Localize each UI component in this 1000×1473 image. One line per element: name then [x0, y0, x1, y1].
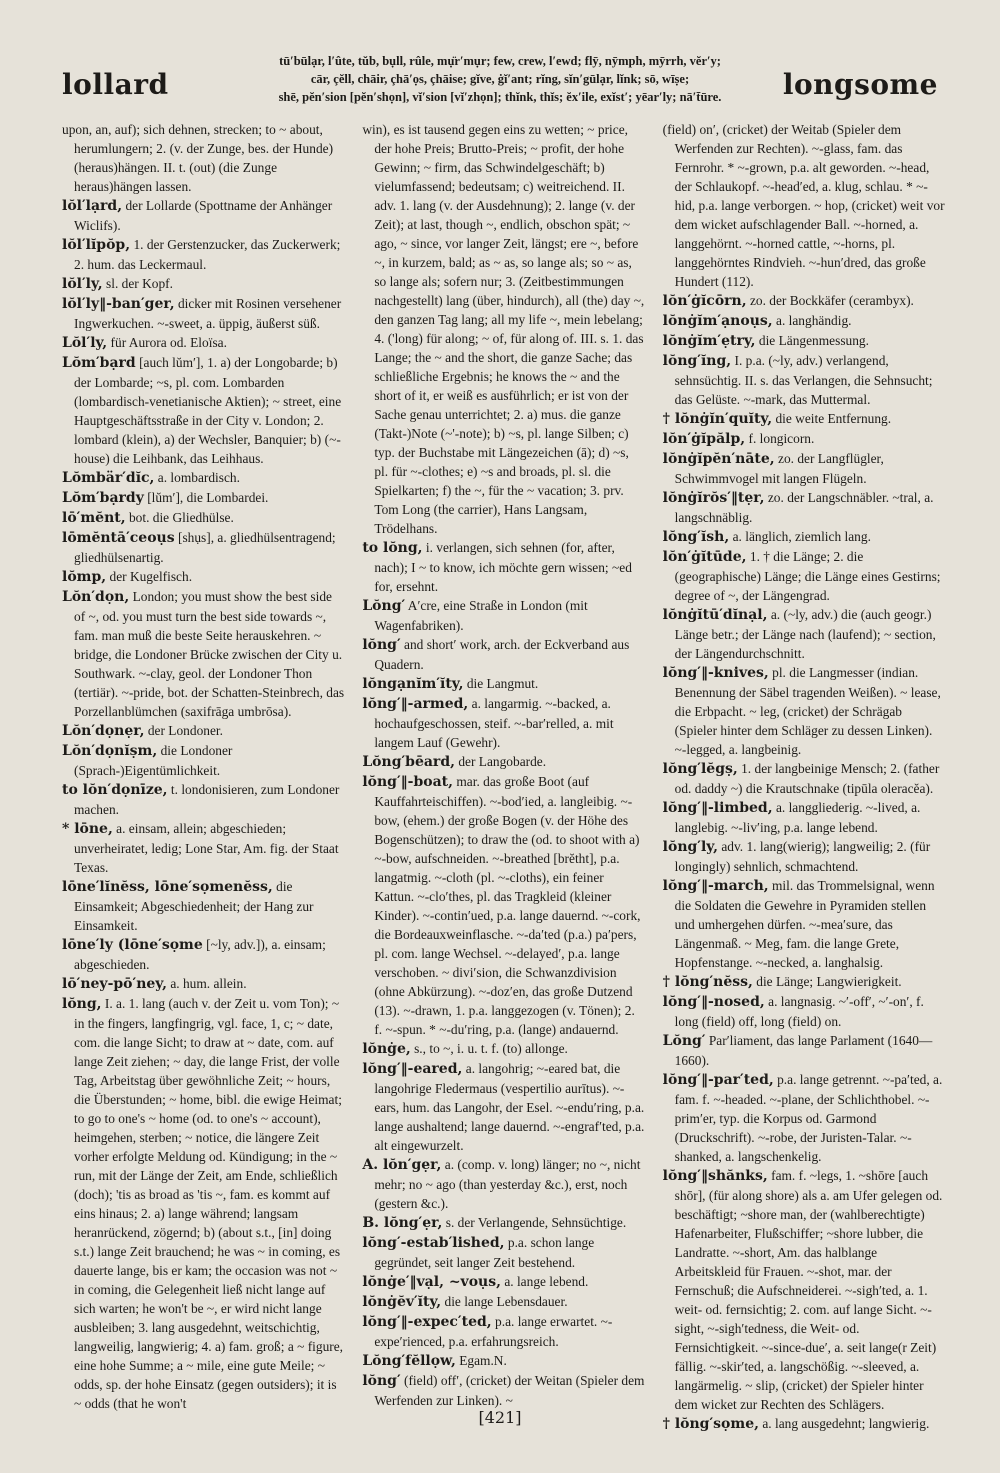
entry-headword: lŏn′ġĭpălp,: [662, 431, 746, 447]
entry-definition: bot. die Gliedhülse.: [128, 510, 234, 525]
entry-headword: lŏng′‖-eared,: [362, 1061, 463, 1077]
dictionary-entry: [62, 567, 344, 587]
entry-headword: lŏnġĭrŏs′‖tẹr,: [662, 490, 765, 506]
dictionary-entry: [663, 798, 945, 837]
entry-headword: to lŏng,: [362, 540, 423, 556]
page-header: [62, 52, 938, 116]
entry-definition: a. länglich, ziemlich lang.: [732, 529, 871, 544]
dictionary-entry: [663, 1070, 945, 1166]
dictionary-entry: [62, 819, 344, 877]
entry-definition: der Londoner.: [147, 723, 223, 738]
entry-definition: A′cre, eine Straße in London (mit Wagenfabriken).: [374, 598, 588, 633]
dictionary-entry: [663, 449, 945, 488]
entry-definition: f. longicorn.: [748, 431, 815, 446]
entry-definition: mil. das Trommelsignal, wenn die Soldaten die Gewehre in Pyramiden stellen und umhergehen dürfen. ~-mea′sure, das Längenmaß. ~ Meg, fam. die lange Grete, Hopfenstange. ~-necked, a. langhalsig.: [674, 878, 935, 970]
dictionary-entry: [663, 291, 945, 311]
entry-definition: [lŭm′], die Lombardei.: [147, 490, 269, 505]
entry-headword: A. lŏn′gẹr,: [362, 1157, 442, 1173]
entry-headword: Lŏl′ly,: [62, 335, 108, 351]
dictionary-entry: [663, 876, 945, 972]
key-line: cār, çĕll, chāir, çhā′ọs, çhāise; gĭve, ġĭ′ant; rĭng, sĭn′gūlạr, lĭnk; sō, wīṣe;: [310, 72, 690, 86]
dictionary-entry: [362, 1371, 644, 1410]
dictionary-entry: [362, 694, 644, 752]
entry-definition: win), es ist tausend gegen eins zu wetten; ~ price, der hohe Preis; Brutto-Preis; ~ profit, der hohe Gewinn; ~ firm, das Schwindelgeschäft; b) vielumfassend; bedeutsam; c) weitreichend. II. adv. 1. lang (v. der Ausdehnung); 2. lange (v. der Zeit); at last, though ~, endlich, obschon spät; ~ ago, ~ since, vor langer Zeit, längst; ere ~, before ~, in kurzem, bald; as ~ as, so lange als; so ~ as, so lange als; sofern nur; 3. (Zeitbestimmungen nachgestellt) lang (über, hindurch), all (the) day ~, den ganzen Tag lang; all my life ~, mein lebelang; 4. ('long) für along; ~ of, für along of. III. s. 1. das Lange; the ~ and the short, die ganze Sache; das schließliche Ergebnis; he knows the ~ and the short of it, er weiß es ausführlich; er ist von der Sache genau unterrichtet; 2. a) mus. die ganze (Takt-)Note (~'-note); b) ~s, pl. lange Silben; c) typ. der Buchstabe mit Längezeichen (ā); d) ~s, pl. für ~-clothes; e) ~s and broads, pl. sl. die Spielkarten; f) the ~, für the ~ vacation; 3. prv. Tom Long (the carrier), Hans Langsam, Trödelhans.: [362, 122, 645, 536]
entry-headword: lŏng′‖shănks,: [662, 1168, 768, 1184]
entry-definition: s., to ~, i. u. t. f. (to) allonge.: [414, 1041, 568, 1056]
entry-definition: der Kugelfisch.: [109, 569, 193, 584]
entry-headword: lŏnġĭm′ẹtry,: [662, 333, 756, 349]
dictionary-entry: [362, 1155, 644, 1213]
dictionary-entry: [62, 353, 344, 468]
entry-definition: der Lollarde (Spottname der Anhänger Wiclifs).: [74, 198, 333, 233]
entry-headword: to lŏn′dọnīze,: [62, 782, 168, 798]
entry-headword: Lŏmbär′dĭc,: [62, 470, 155, 486]
entry-definition: die Langmut.: [466, 676, 539, 691]
entry-definition: t. londonisieren, zum Londoner machen.: [74, 782, 340, 817]
entry-headword: lŏng′lĕgṣ,: [662, 761, 738, 777]
dictionary-entry: [663, 409, 945, 429]
entry-definition: s. der Verlangende, Sehnsüchtige.: [445, 1215, 627, 1230]
dictionary-entry: [362, 1233, 644, 1272]
dictionary-entry: [663, 1166, 945, 1414]
dictionary-entry: [62, 274, 344, 294]
entry-definition: Par′liament, das lange Parlament (1640—1660).: [674, 1033, 933, 1068]
entry-headword: lŏn′ġĭtūde,: [662, 549, 747, 565]
entry-headword: lŏng′ĭsh,: [662, 529, 730, 545]
entry-definition: (field) off′, (cricket) der Weitan (Spieler dem Werfenden zur Linken). ~: [374, 1373, 645, 1408]
key-line: tū′būlạr, l′ûte, tŭb, bụll, rûle, mụ̈r′mụr; few, crew, l′ewd; flȳ, nȳmph, mȳrrh, vĕr′y;: [279, 54, 721, 68]
entry-headword: lŏng′‖-march,: [662, 878, 769, 894]
entry-headword: † lŏng′sọme,: [662, 1416, 759, 1432]
entry-headword: lŏl′lĭpŏp,: [62, 237, 131, 253]
dictionary-entry: [663, 992, 945, 1031]
entry-headword: Lŏm′bạrd: [62, 355, 136, 371]
dictionary-entry: [663, 663, 945, 759]
entry-headword: lŏng′‖-knives,: [662, 665, 769, 681]
entry-headword: lŏng′: [362, 1373, 401, 1389]
dictionary-entry: [362, 635, 644, 674]
entry-definition: London; you must show the best side of ~, od. you must turn the best side towards ~, fam. man muß die beste Seite herauskehren. ~ bridge, die Londoner Brücke zwischen der City u. Southwark. ~-clay, geol. der Londoner Thon (tertiär). ~-pride, bot. der Schatten-Steinbrech, das Porzellanblümchen (saxifrāga umbrōsa).: [74, 589, 345, 719]
entry-definition: p.a. lange erwartet. ~-expe′rienced, p.a. erfahrungsreich.: [374, 1314, 613, 1349]
entry-headword: lŏmp,: [62, 569, 107, 585]
entry-headword: lŏnġĭtū′dĭnạl,: [662, 607, 768, 623]
entry-definition: a. lombardisch.: [157, 470, 240, 485]
dictionary-entry: [62, 741, 344, 780]
dictionary-entry: [62, 333, 344, 353]
dictionary-entry: [62, 196, 344, 235]
entry-headword: lōne′ly (lōne′sọme: [62, 937, 203, 953]
entry-headword: lōne′lĭnĕss, lōne′sọmenĕss,: [62, 879, 273, 895]
entry-headword: Lŏm′bạrdy: [62, 490, 144, 506]
dictionary-entry: [663, 488, 945, 527]
dictionary-entry: [663, 527, 945, 547]
entry-definition: die lange Lebensdauer.: [444, 1294, 568, 1309]
dictionary-entry: [362, 1351, 644, 1371]
dictionary-entry: [62, 935, 344, 974]
entry-definition: 1. † die Länge; 2. die (geographische) Länge; die Länge eines Gestirns; degree of ~, der Längengrad.: [674, 549, 941, 603]
entry-headword: Lŏn′dọnẹr,: [62, 723, 145, 739]
dictionary-entry: [362, 772, 644, 1039]
dictionary-entry: [62, 468, 344, 488]
entry-headword: Lŏng′: [362, 598, 406, 614]
dictionary-entry: [62, 508, 344, 528]
entry-headword: lŏng′‖-boat,: [362, 774, 453, 790]
key-line: shē, pĕn′sion [pĕn′shọn], vĭ′sion [vĭ′zhọn]; thĭnk, thĭs; ĕx′ile, exĭst′; yēar′ly; nā′t̄ūre.: [278, 90, 722, 104]
dictionary-entry: [362, 1213, 644, 1233]
entry-definition: upon, an, auf); sich dehnen, strecken; to ~ about, herumlungern; 2. (v. der Zunge, bes. der Hunde) (heraus)hängen. II. t. (out) (die Zunge heraus)hängen lassen.: [62, 122, 334, 194]
entry-headword: lŏng′ĭng,: [662, 353, 732, 369]
column-1: [62, 120, 345, 1411]
dictionary-entry: [362, 1312, 644, 1351]
entry-headword: Lŏng′bēard,: [362, 754, 455, 770]
entry-definition: 1. der Gerstenzucker, das Zuckerwerk; 2. hum. das Leckermaul.: [74, 237, 341, 272]
entry-definition: pl. die Langmesser (indian. Benennung der Säbel tragenden Weißen). ~ lease, die Erbpacht. ~ leg, (cricket) der Schrägab (Spieler hinter dem Schläger zu dessen Linken). ~-legged, a. langbeinig.: [674, 665, 941, 757]
dictionary-entry: [362, 538, 644, 596]
entry-definition: a. (~ly, adv.) die (auch geogr.) Länge betr.; der Länge nach (laufend); ~ section, der Längendurchschnitt.: [674, 607, 936, 661]
entry-definition: 1. der langbeinige Mensch; 2. (father od. daddy ~) die Krautschnake (tipūla oleracĕa).: [674, 761, 940, 796]
column-2: [362, 120, 645, 1408]
entry-headword: lō′mĕnt,: [62, 510, 126, 526]
entry-definition: I. p.a. (~ly, adv.) verlangend, sehnsüchtig. II. s. das Verlangen, die Sehnsucht; das Gelüste. ~-mark, das Muttermal.: [674, 353, 933, 407]
entry-definition: a. langgliederig. ~-lived, a. langlebig. ~-liv′ing, p.a. lange lebend.: [674, 800, 921, 835]
entry-definition: a. langohrig; ~-eared bat, die langohrige Fledermaus (vespertilio aurītus). ~-ears, hum. das Langohr, der Esel. ~-endu′ring, p.a. lange aushaltend; lange dauernd. ~-engraf′ted, p.a. alt eingewurzelt.: [374, 1061, 645, 1153]
entry-headword: Lŏn′dọn,: [62, 589, 130, 605]
dictionary-entry: [62, 488, 344, 508]
entry-definition: die Einsamkeit; Abgeschiedenheit; der Hang zur Einsamkeit.: [74, 879, 314, 933]
dictionary-entry: [663, 605, 945, 663]
entry-definition: sl. der Kopf.: [106, 276, 173, 291]
entry-headword: B. lŏng′ẹr,: [362, 1215, 443, 1231]
entry-headword: lŏng′-estab′lished,: [362, 1235, 505, 1251]
entry-definition: and short′ work, arch. der Eckverband aus Quadern.: [374, 637, 630, 672]
entry-headword: lŏngạnĭm′ĭty,: [362, 676, 464, 692]
entry-definition: p.a. schon lange gegründet, seit langer Zeit bestehend.: [374, 1235, 595, 1270]
entry-definition: die Londoner (Sprach-)Eigentümlichkeit.: [74, 743, 233, 778]
entry-headword: lŏn′ġĭcōrn,: [662, 293, 747, 309]
entry-headword: lōmĕntā′ceoụs: [62, 530, 175, 546]
entry-headword: lŏng′ly,: [662, 839, 718, 855]
dictionary-entry: [362, 596, 644, 635]
entry-definition: zo. der Bockkäfer (cerambyx).: [749, 293, 914, 308]
entry-definition: i. verlangen, sich sehnen (for, after, nach); I ~ to know, ich möchte gern wissen; ~ed for, ersehnt.: [374, 540, 632, 594]
entry-definition: p.a. lange getrennt. ~-pa′ted, a. fam. f. ~-headed. ~-plane, der Schlichthobel. ~-prim′er, typ. die Korpus od. Garmond (Druckschrift). ~-robe, der Juristen-Talar. ~-shanked, a. langschenkelig.: [674, 1072, 943, 1164]
entry-definition: mar. das große Boot (auf Kauffahrteischiffen). ~-bod′ied, a. langleibig. ~-bow, (ehem.) der große Bogen (v. der Höhe des Bogenschützen); to draw the (od. to shoot with a) ~-bow, aufschneiden. ~-breathed [brĕtht], p.a. langatmig. ~-cloth (pl. ~-cloths), ein feiner Kattun. ~-clo′thes, pl. das Tragkleid (kleiner Kinder). ~-contin′ued, p.a. lange dauernd. ~-cork, die Bordeauxweinflasche. ~-da′ted (p.a.) pa′pers, pl. com. lange Wechsel. ~-delayed′, p.a. lange verschoben. ~ divi′sion, die Schwanzdivision (ohne Abkürzung). ~-doz′en, das große Dutzend (13). ~-drawn, 1. p.a. langgezogen (v. Tönen); 2. f. ~-spun. * ~-du′ring, p.a. (lange) andauernd.: [374, 774, 641, 1037]
entry-definition: a. lange lebend.: [504, 1274, 589, 1289]
entry-definition: Egam.N.: [459, 1353, 507, 1368]
dictionary-entry: [663, 972, 945, 992]
entry-headword: lŏng′‖-limbed,: [662, 800, 773, 816]
entry-definition: (field) on′, (cricket) der Weitab (Spieler dem Werfenden zur Rechten). ~-glass, fam. das Fernrohr. * ~-grown, p.a. alt geworden. ~-head, der Schlaukopf. ~-head′ed, a. klug, schlau. * ~-hid, p.a. lange verborgen. ~ hop, (cricket) weit vor dem wicket aufschlagender Ball. ~-horned, a. langgehörnt. ~-horned cattle, ~-horns, pl. langgehörntes Rindvieh. ~-hun′dred, das große Hundert (112).: [662, 122, 945, 289]
entry-definition: zo. der Langschnäbler. ~tral, a. langschnäblig.: [674, 490, 934, 525]
entry-headword: lŏnġe′‖vạl, ~voụs,: [362, 1274, 501, 1290]
entry-headword: * lōne,: [62, 821, 113, 837]
entry-headword: Lŏng′fĕllọw,: [362, 1353, 456, 1369]
entry-definition: a. langarmig. ~-backed, a. hochaufgeschossen, steif. ~-bar′relled, a. mit langem Lauf (Gewehr).: [374, 696, 614, 750]
entry-definition: fam. f. ~legs, 1. ~shōre [auch shōr], (für along shore) als a. am Ufer gelegen od. beschäftigt; ~shore man, der (wahlberechtigte) Hafenarbeiter, Flußschiffer; ~shore lubber, die Landratte. ~-short, Am. das halblange Arbeitskleid für Frauen. ~-shot, mar. der Fernschuß; die Aufschneiderei. ~-sigh′ted, a. 1. weit- od. fernsichtig; 2. com. auf lange Sicht. ~-sight, ~-sigh′tedness, die Weit- od. Fernsichtigkeit. ~-since-due′, a. seit lange(r Zeit) fällig. ~-skir′ted, a. langschößig. ~-sleeved, a. langärmelig. ~ slip, (cricket) der Spieler hinter dem wicket zur Rechten des Schlägers.: [674, 1168, 943, 1412]
entry-definition: zo. der Langflügler, Schwimmvogel mit langen Flügeln.: [674, 451, 884, 486]
entry-definition: die weite Entfernung.: [775, 411, 892, 426]
dictionary-entry: [663, 759, 945, 798]
entry-headword: lŏnġe,: [362, 1041, 411, 1057]
entry-definition: die Längenmessung.: [758, 333, 869, 348]
right-running-head: longsome: [782, 68, 938, 101]
column-3: [662, 120, 945, 1432]
entry-definition: für Aurora od. Eloïsa.: [110, 335, 227, 350]
entry-headword: lŏng′: [362, 637, 401, 653]
dictionary-entry: [663, 351, 945, 409]
entry-definition: [auch lŭm′], 1. a) der Longobarde; b) der Lombarde; ~s, pl. com. Lombarden (lombardisch-venetianische Aktien); ~ street, eine Hauptgeschäftsstraße in der City v. London; 2. lombard (klein), a) der Wechsler, Banquier; b) (~-house) die Leihbank, das Leihhaus.: [74, 355, 342, 466]
entry-headword: lŏng′‖-nosed,: [662, 994, 765, 1010]
dictionary-entry: [362, 1059, 644, 1155]
entry-headword: lŏnġĭm′ạnoụs,: [662, 313, 773, 329]
dictionary-entry: [62, 120, 344, 196]
entry-headword: lŏl′ly,: [62, 276, 103, 292]
entry-definition: a. langhändig.: [776, 313, 852, 328]
entry-definition: adv. 1. lang(wierig); langweilig; 2. (für longingly) sehnlich, schmachtend.: [674, 839, 931, 874]
dictionary-entry: [663, 311, 945, 331]
dictionary-entry: [62, 974, 344, 994]
entry-headword: † lŏnġĭn′quĭty,: [662, 411, 773, 427]
entry-definition: I. a. 1. lang (auch v. der Zeit u. vom Ton); ~ in the fingers, langfingrig, vgl. face, 1, c; ~ date, com. die lange Sicht; to draw at ~ date, com. auf lange Zeit ziehen; ~ day, die lange Frist, der volle Tag, Arbeitstag über gewöhnliche Zeit; ~ hours, die Überstunden; ~ home, bibl. die ewige Heimat; to go to one's ~ home (od. to one's ~ account), heimgehen, sterben; ~ notice, die längere Zeit vorher erfolgte Meldung od. Kündigung; in the ~ run, mit der Länge der Zeit, am Ende, schließlich (doch); 'tis as broad as 'tis ~, fam. es kommt auf eins hinaus; 2. a) lange während; langsam heranrückend, zögernd; b) (about s.t., [in] doing s.t.) lange Zeit brauchend; he was ~ in coming, es dauerte lange, bis er kam; the occasion was not ~ in coming, die Gelegenheit ließ nicht lange auf sich warten; he won't be ~, er wird nicht lange ausbleiben; 3. lang ausgedehnt, weitschichtig, langweilig, langwierig; 4. a) fam. groß; a ~ figure, eine hohe Summe; a ~ mile, eine gute Meile; ~ odds, sp. der hohe Einsatz (gegen outsiders); it is ~ odds (that he won't: [74, 996, 344, 1411]
dictionary-entry: [62, 994, 344, 1413]
dictionary-entry: [362, 674, 644, 694]
entry-headword: lŏnġĭpĕn′nāte,: [662, 451, 775, 467]
entry-headword: † lŏng′nĕss,: [662, 974, 753, 990]
dictionary-entry: [362, 1292, 644, 1312]
dictionary-entry: [62, 294, 344, 333]
entry-headword: lō′ney-pō′ney,: [62, 976, 167, 992]
dictionary-entry: [663, 120, 945, 291]
dictionary-entry: [62, 721, 344, 741]
dictionary-entry: [62, 877, 344, 935]
entry-headword: lŏng′‖-armed,: [362, 696, 469, 712]
entry-headword: lŏl′lạrd,: [62, 198, 123, 214]
entry-headword: Lŏng′: [662, 1033, 706, 1049]
entry-headword: lŏng′‖-expec′ted,: [362, 1314, 492, 1330]
left-running-head: lollard: [62, 68, 169, 101]
entry-headword: Lŏn′dọnĭṣm,: [62, 743, 158, 759]
dictionary-entry: [663, 1031, 945, 1070]
dictionary-entry: [663, 331, 945, 351]
dictionary-entry: [362, 1272, 644, 1292]
entry-definition: [~ly, adv.]), a. einsam; abgeschieden.: [74, 937, 326, 972]
entry-headword: lŏng,: [62, 996, 102, 1012]
entry-definition: die Länge; Langwierigkeit.: [756, 974, 902, 989]
dictionary-entry: [62, 780, 344, 819]
entry-definition: a. einsam, allein; abgeschieden; unverheiratet, ledig; Lone Star, Am. fig. der Staat Texas.: [74, 821, 339, 875]
entry-definition: a. hum. allein.: [170, 976, 247, 991]
entry-definition: dicker mit Rosinen versehener Ingwerkuchen. ~-sweet, a. üppig, äußerst süß.: [74, 296, 342, 331]
entry-headword: lŏng′‖-par′ted,: [662, 1072, 774, 1088]
pronunciation-key: [222, 52, 778, 106]
dictionary-entry: [362, 752, 644, 772]
entry-headword: lŏnġĕv′ĭty,: [362, 1294, 442, 1310]
entry-definition: [shụs], a. gliedhülsentragend; gliedhülsenartig.: [74, 530, 336, 565]
dictionary-entry: [62, 235, 344, 274]
entry-headword: lŏl′ly‖-ban′ger,: [62, 296, 175, 312]
entry-definition: a. langnasig. ~′-off′, ~′-on′, f. long (field) off, long (field) on.: [674, 994, 924, 1029]
dictionary-entry: [362, 1039, 644, 1059]
dictionary-entry: [663, 837, 945, 876]
dictionary-entry: [62, 528, 344, 567]
dictionary-entry: [663, 429, 945, 449]
dictionary-entry: [663, 547, 945, 605]
page-number: [421]: [478, 1408, 522, 1427]
dictionary-entry: [362, 120, 644, 538]
dictionary-entry: [62, 587, 344, 721]
entry-definition: a. (comp. v. long) länger; no ~, nicht mehr; no ~ ago (than yesterday &c.), erst, noch (gestern &c.).: [374, 1157, 641, 1211]
entry-definition: a. lang ausgedehnt; langwierig.: [762, 1416, 930, 1431]
entry-definition: der Langobarde.: [458, 754, 547, 769]
